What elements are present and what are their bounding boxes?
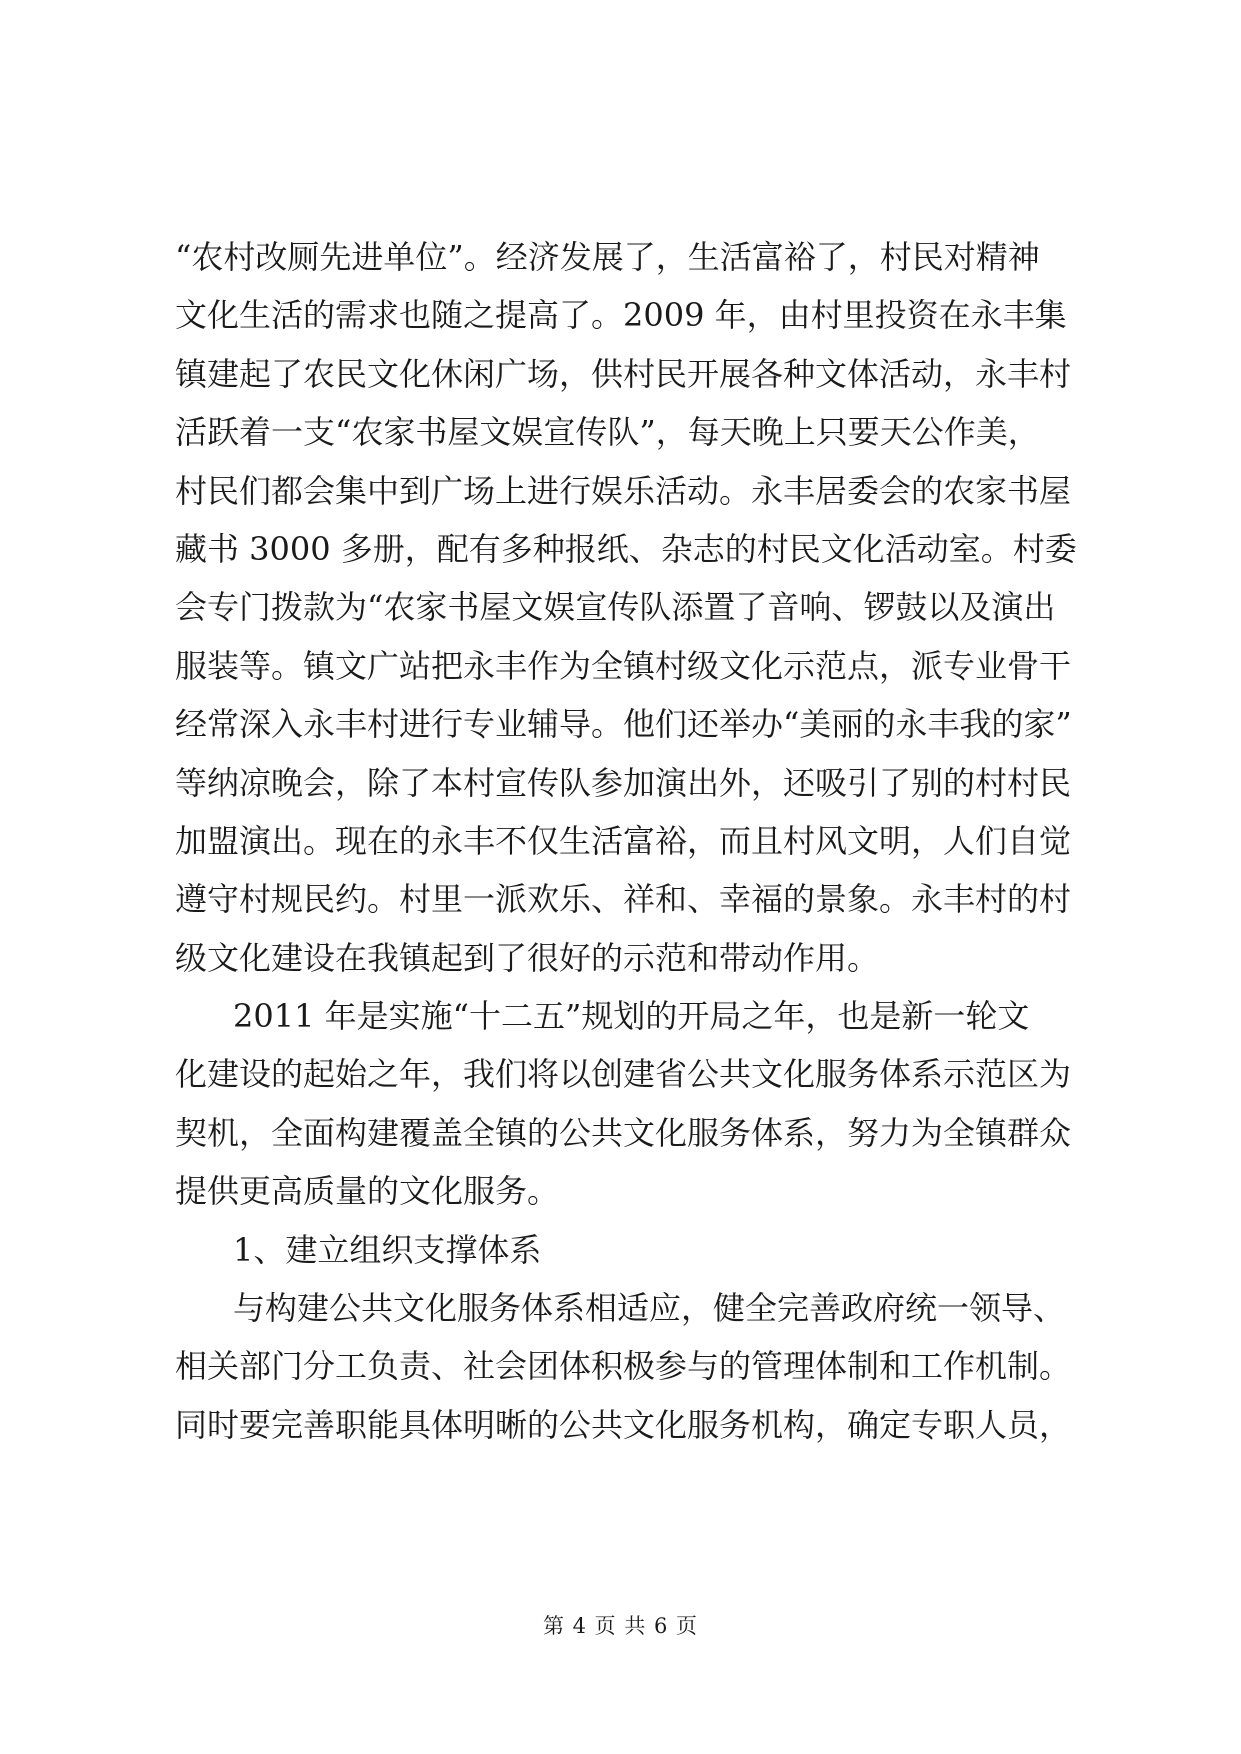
text-line: 文化生活的需求也随之提高了。2009 年，由村里投资在永丰集 — [175, 296, 1067, 335]
section-heading: 1、建立组织支撑体系 — [233, 1230, 542, 1269]
page-number-footer: 第 4 页 共 6 页 — [542, 1614, 699, 1638]
text-line: 提供更高质量的文化服务。 — [175, 1172, 560, 1211]
text-line: 化建设的起始之年，我们将以创建省公共文化服务体系示范区为 — [175, 1055, 1072, 1094]
text-line: 加盟演出。现在的永丰不仅生活富裕，而且村风文明，人们自觉 — [175, 821, 1072, 860]
text-line: 服装等。镇文广站把永丰作为全镇村级文化示范点，派专业骨干 — [175, 646, 1072, 685]
text-line: 藏书 3000 多册，配有多种报纸、杂志的村民文化活动室。村委 — [175, 529, 1077, 568]
text-line: 活跃着一支“农家书屋文娱宣传队”，每天晚上只要天公作美， — [175, 413, 1040, 452]
text-line: 等纳凉晚会，除了本村宣传队参加演出外，还吸引了别的村村民 — [175, 763, 1072, 802]
text-line: 镇建起了农民文化休闲广场，供村民开展各种文体活动，永丰村 — [175, 354, 1072, 393]
text-line: 契机，全面构建覆盖全镇的公共文化服务体系，努力为全镇群众 — [175, 1113, 1072, 1152]
text-line: 会专门拨款为“农家书屋文娱宣传队添置了音响、锣鼓以及演出 — [175, 588, 1056, 627]
text-line: 级文化建设在我镇起到了很好的示范和带动作用。 — [175, 938, 880, 977]
text-line: “农村改厕先进单位”。经济发展了，生活富裕了，村民对精神 — [175, 238, 1040, 276]
body-text — [175, 228, 1075, 1454]
paragraph-start-line: 2011 年是实施“十二五”规划的开局之年，也是新一轮文 — [233, 997, 1030, 1036]
text-line: 经常深入永丰村进行专业辅导。他们还举办“美丽的永丰我的家” — [175, 705, 1072, 744]
paragraph-start-line: 与构建公共文化服务体系相适应，健全完善政府统一领导、 — [233, 1289, 1066, 1328]
text-line: 遵守村规民约。村里一派欢乐、祥和、幸福的景象。永丰村的村 — [175, 880, 1072, 919]
text-line: 相关部门分工负责、社会团体积极参与的管理体制和工作机制。 — [175, 1347, 1072, 1386]
text-line: 同时要完善职能具体明晰的公共文化服务机构，确定专职人员， — [175, 1405, 1072, 1444]
text-line: 村民们都会集中到广场上进行娱乐活动。永丰居委会的农家书屋 — [175, 471, 1072, 510]
